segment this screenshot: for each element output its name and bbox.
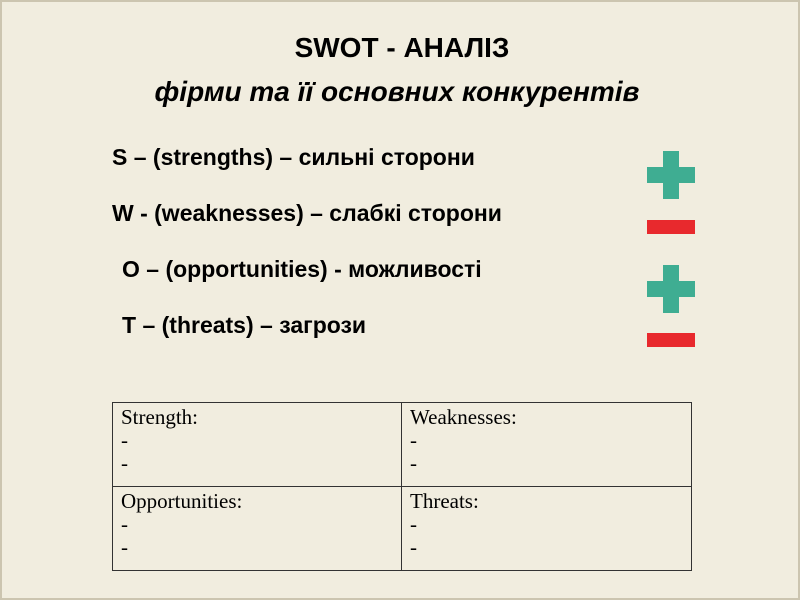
threats-line: T – (threats) – загрози xyxy=(122,312,367,338)
strength-label: Strength: xyxy=(121,405,198,429)
strength-item: - xyxy=(121,451,128,475)
weaknesses-line: W - (weaknesses) – слабкі сторони xyxy=(112,200,502,226)
strengths-line: S – (strengths) – сильні сторони xyxy=(112,144,475,170)
opportunities-line: O – (opportunities) - можливості xyxy=(122,256,482,282)
page-title: SWOT - АНАЛІЗ xyxy=(294,32,510,63)
threats-item: - xyxy=(410,535,417,559)
threats-label: Threats: xyxy=(410,489,479,513)
weaknesses-item: - xyxy=(410,451,417,475)
opportunities-item: - xyxy=(121,535,128,559)
strength-item: - xyxy=(121,428,128,452)
opportunities-cell xyxy=(113,487,402,571)
swot-table xyxy=(112,402,692,571)
strength-cell xyxy=(113,403,402,487)
minus-icon xyxy=(647,220,695,234)
opportunities-label: Opportunities: xyxy=(121,489,243,513)
minus-icon xyxy=(647,333,695,347)
threats-item: - xyxy=(410,512,417,536)
table-row xyxy=(113,403,692,487)
weaknesses-label: Weaknesses: xyxy=(410,405,517,429)
weaknesses-cell xyxy=(402,403,692,487)
plus-icon xyxy=(647,151,695,199)
threats-cell xyxy=(402,487,692,571)
opportunities-item: - xyxy=(121,512,128,536)
page-subtitle: фірми та її основних конкурентів xyxy=(154,76,640,107)
table-row xyxy=(113,487,692,571)
weaknesses-item: - xyxy=(410,428,417,452)
plus-icon xyxy=(647,265,695,313)
